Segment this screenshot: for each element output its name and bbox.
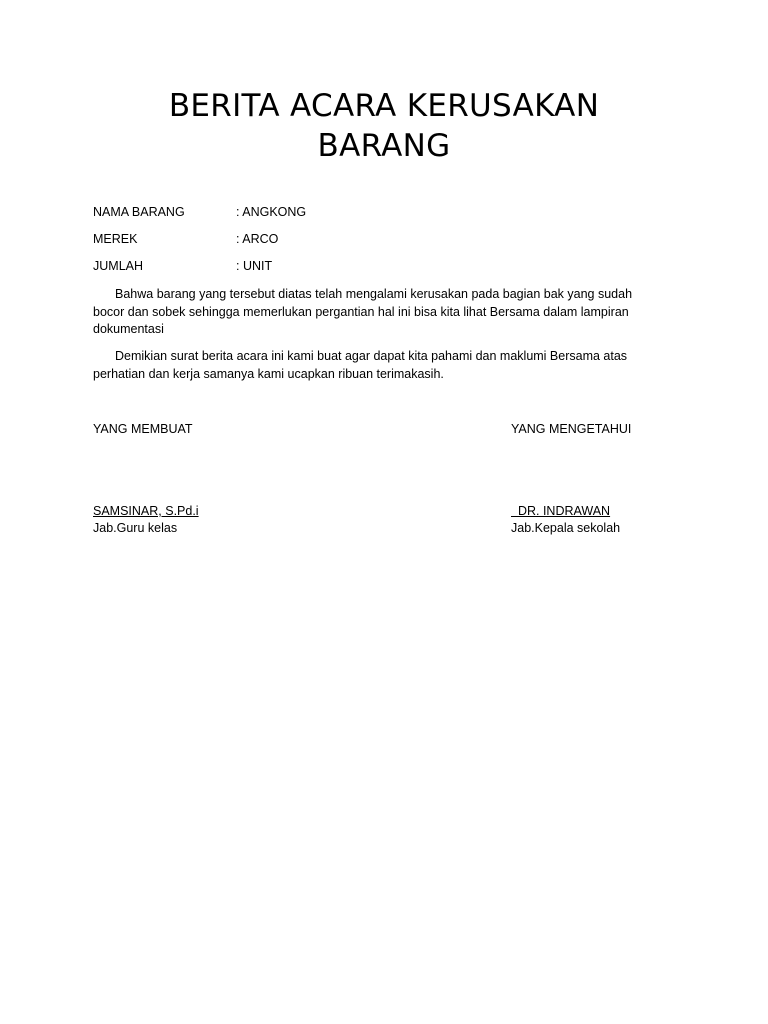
paragraph-closing-statement: Demikian surat berita acara ini kami buat agar dapat kita pahami dan maklumi Bersama atas perhatian dan kerja samanya kami ucapkan ribuan terimakasih. <box>93 349 628 381</box>
field-value: : ANGKONG <box>236 205 307 219</box>
document-title: BERITA ACARA KERUSAKAN BARANG <box>168 88 600 164</box>
field-merek <box>93 231 653 249</box>
field-nama-barang <box>93 204 653 222</box>
field-label: JUMLAH <box>93 259 144 273</box>
field-value: : UNIT <box>236 259 273 273</box>
field-label: MEREK <box>93 232 138 246</box>
field-label: NAMA BARANG <box>93 205 185 219</box>
signature-left-heading: YANG MEMBUAT <box>93 422 193 436</box>
paragraph-damage-statement: Bahwa barang yang tersebut diatas telah mengalami kerusakan pada bagian bak yang sudah bocor dan sobek sehingga memerlukan pergantian hal ini bisa kita lihat Bersama dalam lampiran dokumentasi <box>93 287 633 336</box>
field-value: : ARCO <box>236 232 279 246</box>
signature-right-position: Jab.Kepala sekolah <box>511 521 621 535</box>
field-jumlah <box>93 258 653 276</box>
signature-left-name: SAMSINAR, S.Pd.i <box>93 504 199 518</box>
signature-right-heading: YANG MENGETAHUI <box>511 422 632 436</box>
signature-left-position: Jab.Guru kelas <box>93 521 178 535</box>
signature-right-name: DR. INDRAWAN <box>511 504 611 518</box>
